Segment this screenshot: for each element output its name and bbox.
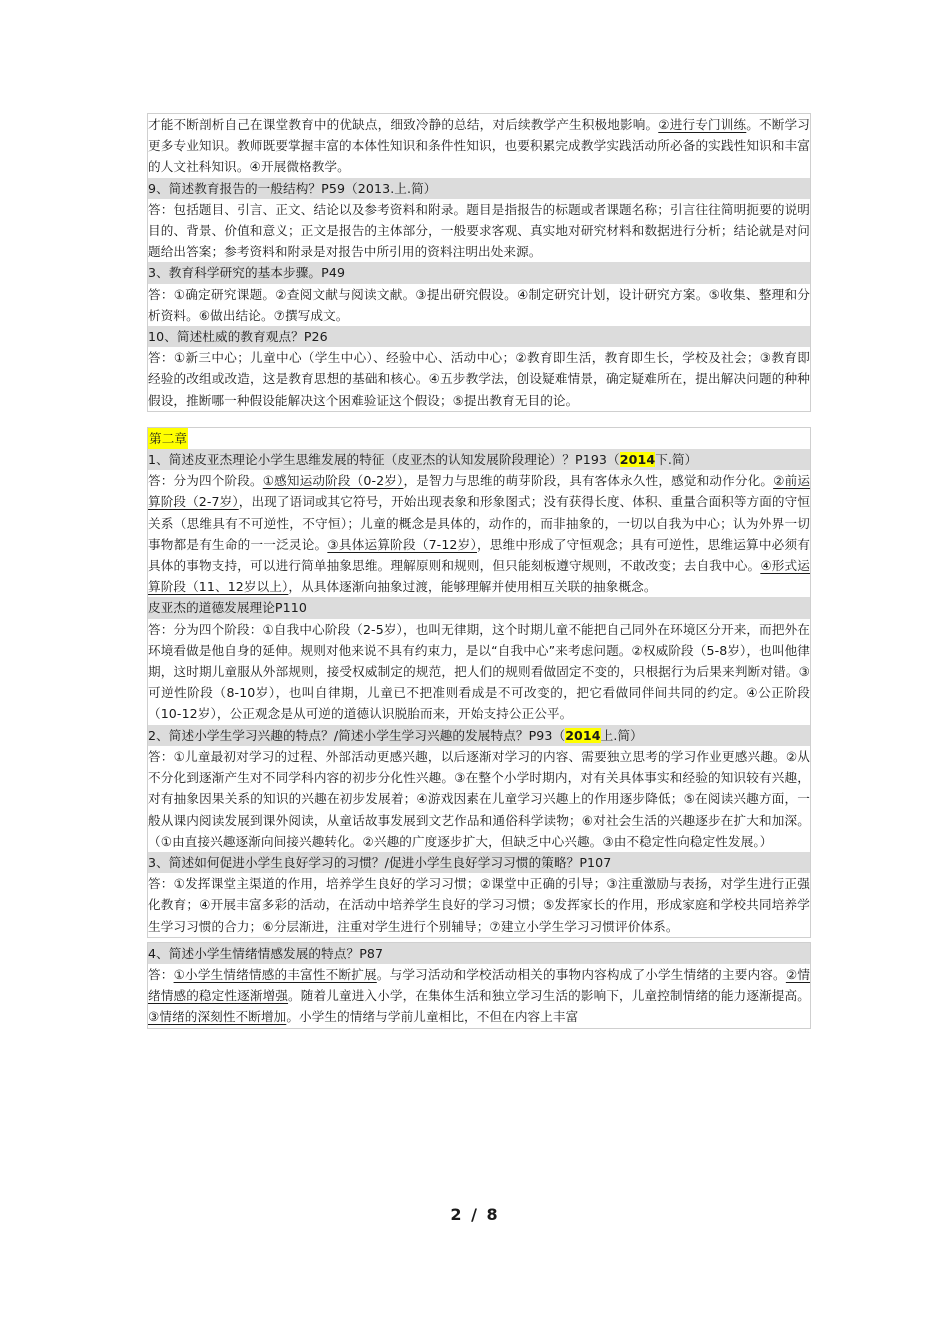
paragraph-continuation: 才能不断剖析自己在课堂教育中的优缺点，细致冷静的总结，对后续教学产生积极地影响。②进行专门训练。不断学习更多专业知识。教师既要掌握丰富的本体性知识和条件性知识，也要积累完成教学实践活动所必备的实践性知识和丰富的人文社科知识。④开展微格教学。 bbox=[148, 117, 811, 175]
answer-text: 答：①新三中心；儿童中心（学生中心）、经验中心、活动中心；②教育即生活，教育即生长，学校及社会；③教育即经验的改组或改造，这是教育思想的基础和核心。④五步教学法，创设疑难情景，确定疑难所在，提出解决问题的种种假设，推断哪一种假设能解决这个困难验证这个假设；⑤提出教育无目的论。 bbox=[148, 350, 810, 408]
question-heading: 1、简述皮亚杰理论小学生思维发展的特征（皮亚杰的认知发展阶段理论）？P193（2014下.简） bbox=[148, 449, 810, 470]
answer-text: 答：①儿童最初对学习的过程、外部活动更感兴趣，以后逐渐对学习的内容、需要独立思考的学习作业更感兴趣。②从不分化到逐渐产生对不同学科内容的初步分化性兴趣。③在整个小学时期内，对有关具体事实和经验的知识较有兴趣，对有抽象因果关系的知识的兴趣在初步发展着；④游戏因素在儿童学习兴趣上的作用逐步降低；⑤在阅读兴趣方面，一般从课内阅读发展到课外阅读，从童话故事发展到文艺作品和通俗科学读物；⑥对社会生活的兴趣逐步在扩大和加深。（①由直接兴趣逐渐向间接兴趣转化。②兴趣的广度逐步扩大，但缺乏中心兴趣。③由不稳定性向稳定性发展。） bbox=[148, 748, 810, 849]
section-chapter-two bbox=[147, 427, 811, 938]
page-number: 2 / 8 bbox=[450, 1205, 500, 1224]
question-heading: 3、教育科学研究的基本步骤。P49 bbox=[148, 262, 810, 283]
question-heading: 4、简述小学生情绪情感发展的特点？P87 bbox=[148, 943, 810, 964]
answer-text: 答：①发挥课堂主渠道的作用，培养学生良好的学习习惯；②课堂中正确的引导；③注重激励与表扬，对学生进行正强化教育；④开展丰富多彩的活动，在活动中培养学生良好的学习习惯；⑤发挥家长的作用，形成家庭和学校共同培养学生学习习惯的合力；⑥分层渐进，注重对学生进行个别辅导；⑦建立小学生学习习惯评价体系。 bbox=[148, 876, 810, 934]
question-heading: 3、简述如何促进小学生良好学习的习惯？/促进小学生良好学习习惯的策略？P107 bbox=[148, 852, 810, 873]
answer-text: 答：分为四个阶段。①感知运动阶段（0-2岁），是智力与思维的萌芽阶段，具有客体永久性，感觉和动作分化。②前运算阶段（2-7岁），出现了语词或其它符号，开始出现表象和形象图式；没有获得长度、体积、重量合面积等方面的守恒关系（思维具有不可逆性，不守恒）；儿童的概念是具体的，动作的，而非抽象的，一切以自我为中心；认为外界一切事物都是有生命的一一泛灵论。③具体运算阶段（7-12岁），思维中形成了守恒观念；具有可逆性，思维运算中必须有具体的事物支持，可以进行简单抽象思维。理解原则和规则，但只能刻板遵守规则，不敢改变；去自我中心。④形式运算阶段（11、12岁以上），从具体逐渐向抽象过渡，能够理解并使用相互关联的抽象概念。 bbox=[148, 473, 811, 595]
chapter-title: 第二章 bbox=[148, 428, 810, 449]
year-highlight: 2014 bbox=[619, 452, 656, 468]
answer-text: 答：①小学生情绪情感的丰富性不断扩展。与学习活动和学校活动相关的事物内容构成了小学生情绪的主要内容。②情绪情感的稳定性逐渐增强。随着儿童进入小学，在集体生活和独立学习生活的影响下，儿童控制情绪的能力逐渐提高。③情绪的深刻性不断增加。小学生的情绪与学前儿童相比，不但在内容上丰富 bbox=[148, 966, 811, 1025]
question-heading: 9、简述教育报告的一般结构？P59（2013.上.简） bbox=[148, 178, 810, 199]
year-highlight: 2014 bbox=[565, 727, 601, 743]
answer-text: 答：分为四个阶段：①自我中心阶段（2-5岁），也叫无律期，这个时期儿童不能把自己同外在环境区分开来，而把外在环境看做是他自身的延伸。规则对他来说不具有约束力，是以“自我中心”来考虑问题。②权威阶段（5-8岁），也叫他律期，这时期儿童服从外部规则，接受权威制定的规范，把人们的规则看做固定不变的，只根据行为后果来判断对错。③可逆性阶段（8-10岁），也叫自律期，儿童已不把准则看成是不可改变的，把它看做同伴间共同的约定。④公正阶段（10-12岁），公正观念是从可逆的道德认识脱胎而来，开始支持公正公平。 bbox=[148, 621, 810, 722]
answer-text: 答：包括题目、引言、正文、结论以及参考资料和附录。题目是指报告的标题或者课题名称；引言往往简明扼要的说明目的、背景、价值和意义；正文是报告的主体部分，一般要求客观、真实地对研究材料和数据进行分析；结论就是对问题给出答案；参考资料和附录是对报告中所引用的资料注明出处来源。 bbox=[148, 201, 810, 260]
question-heading: 2、简述小学生学习兴趣的特点？/简述小学生学习兴趣的发展特点？P93（2014上.简） bbox=[148, 725, 810, 746]
underlined-phrase: ②进行专门训练 bbox=[658, 117, 747, 132]
question-heading: 10、简述杜威的教育观点？P26 bbox=[148, 326, 810, 347]
document-page bbox=[147, 112, 811, 1029]
answer-text: 答：①确定研究课题。②查阅文献与阅读文献。③提出研究假设。④制定研究计划，设计研究方案。⑤收集、整理和分析资料。⑥做出结论。⑦撰写成文。 bbox=[148, 286, 810, 323]
question-heading: 皮亚杰的道德发展理论P110 bbox=[148, 597, 810, 618]
section-emotion-development bbox=[147, 942, 811, 1029]
section-chapter-one-review bbox=[147, 113, 811, 412]
